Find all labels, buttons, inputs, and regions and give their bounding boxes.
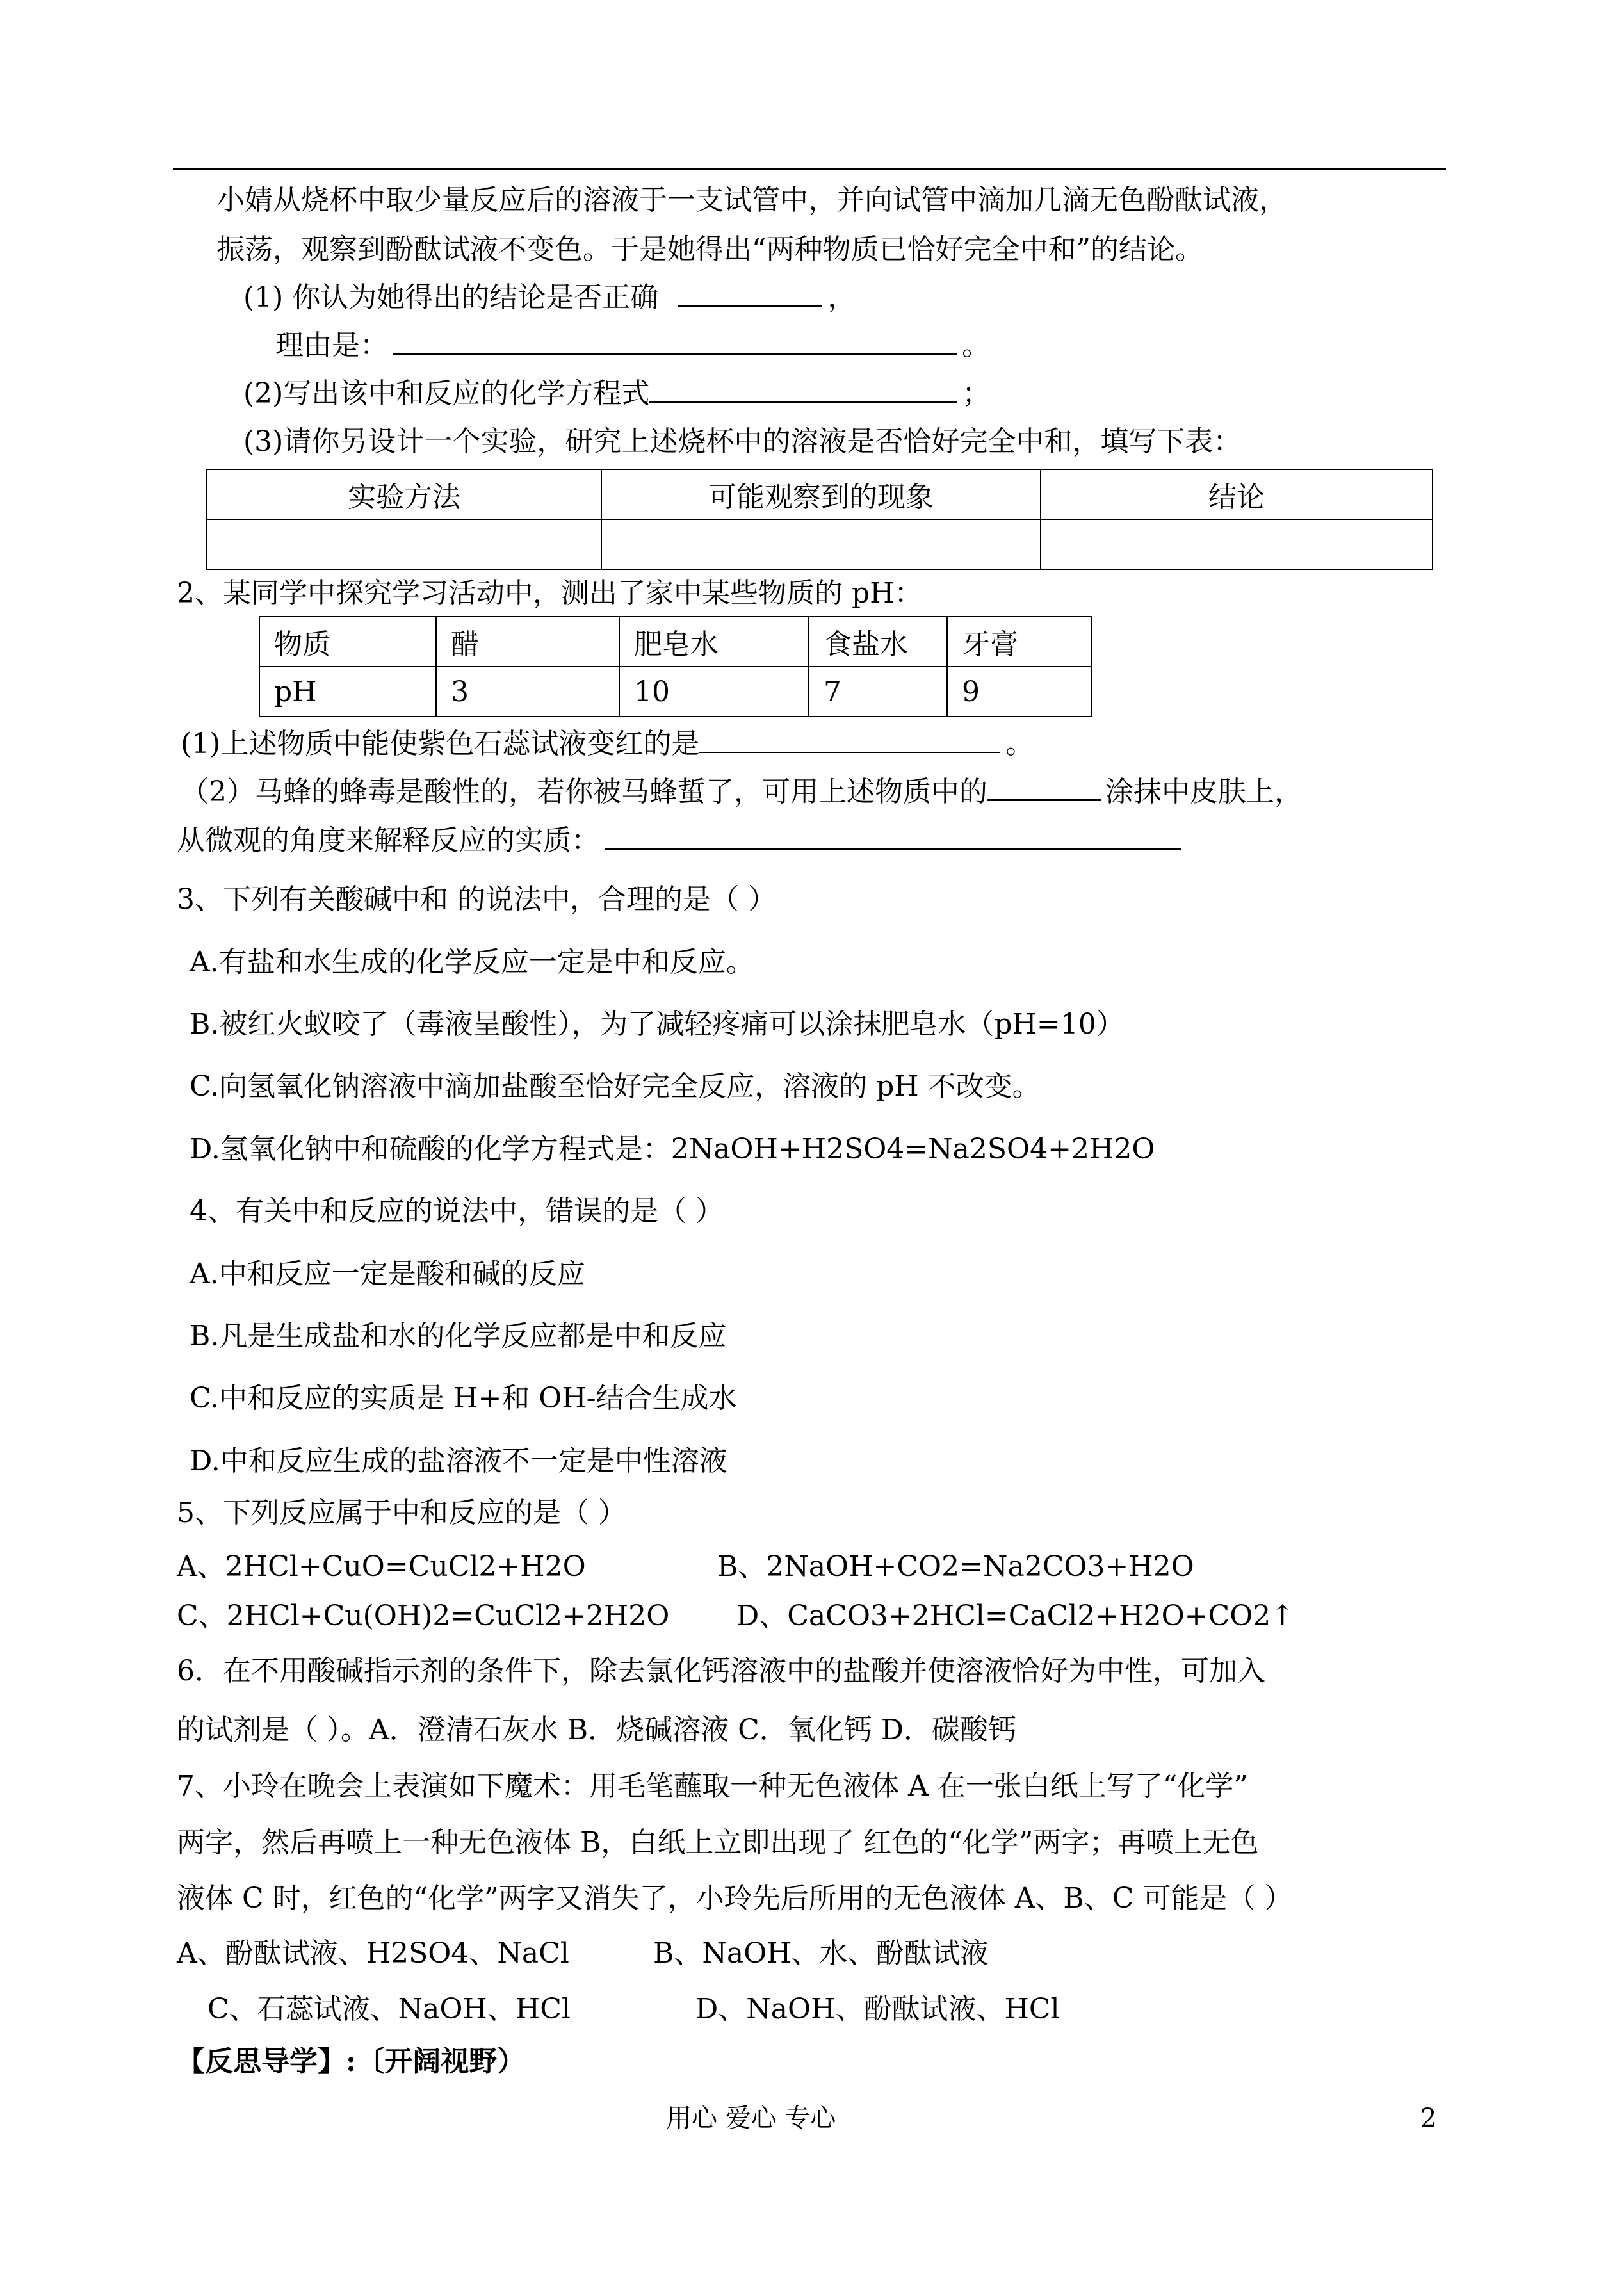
q5-option-a: A、2HCl+CuO=CuCl2+H2O	[177, 1550, 586, 1583]
experiment-table-header	[207, 469, 1433, 519]
p1-line1: 小婧从烧杯中取少量反应后的溶液于一支试管中，并向试管中滴加几滴无色酚酞试液，	[216, 184, 1287, 216]
ph-table-row-ph	[259, 667, 1092, 717]
q7-line2: 两字，然后再喷上一种无色液体 B，白纸上立即出现了 红色的“化学”两字；再喷上无色	[177, 1826, 1259, 1859]
p1-q1-end: ，	[827, 281, 856, 314]
q5-title: 5、下列反应属于中和反应的是（ ）	[177, 1496, 626, 1529]
answer-blank-red[interactable]	[699, 726, 1000, 753]
ph-cell: 7	[809, 667, 947, 717]
ph-table	[259, 616, 1092, 717]
q7-option-c: C、石蕊试液、NaOH、HCl	[207, 1993, 571, 2025]
ph-cell: 3	[436, 667, 619, 717]
p1-q2	[243, 375, 990, 413]
ph-cell: 醋	[436, 617, 619, 667]
cell-method[interactable]	[207, 519, 601, 569]
ph-cell: 食盐水	[809, 617, 947, 667]
q7-line3: 液体 C 时，红色的“化学”两字又消失了，小玲先后所用的无色液体 A、B、C 可能是（ ）	[177, 1882, 1293, 1915]
header-phenomenon: 可能观察到的现象	[601, 469, 1041, 519]
ph-cell: 肥皂水	[619, 617, 809, 667]
q6-line1: 6．在不用酸碱指示剂的条件下，除去氯化钙溶液中的盐酸并使溶液恰好为中性，可加入	[177, 1655, 1265, 1687]
q3-option-c: C.向氢氧化钠溶液中滴加盐酸至恰好完全反应，溶液的 pH 不改变。	[190, 1070, 1041, 1103]
answer-blank-correct[interactable]	[678, 280, 822, 307]
answer-blank-equation[interactable]	[649, 376, 957, 403]
q4-option-c: C.中和反应的实质是 H+和 OH-结合生成水	[190, 1382, 737, 1415]
p1-q2-end: ；	[962, 377, 991, 410]
q4-option-d: D.中和反应生成的盐溶液不一定是中性溶液	[190, 1445, 727, 1477]
experiment-table	[206, 469, 1433, 570]
q2-sub2-text: （2）马蜂的蜂毒是酸性的，若你被马蜂蜇了，可用上述物质中的	[181, 775, 987, 808]
p1-q1-text: (1) 你认为她得出的结论是否正确	[243, 281, 659, 314]
p1-line2: 振荡，观察到酚酞试液不变色。于是她得出“两种物质已恰好完全中和”的结论。	[216, 233, 1203, 266]
p1-q2-text: (2)写出该中和反应的化学方程式	[243, 377, 650, 410]
footer-motto: 用心 爱心 专心	[666, 2104, 836, 2133]
ph-cell: 9	[947, 667, 1092, 717]
header-rule	[173, 168, 1446, 170]
ph-cell: 牙膏	[947, 617, 1092, 667]
q2-sub3-text: 从微观的角度来解释反应的实质：	[177, 824, 599, 857]
ph-cell: pH	[259, 667, 436, 717]
ph-cell: 10	[619, 667, 809, 717]
q2-sub1-text: (1)上述物质中能使紫色石蕊试液变红的是	[181, 727, 700, 760]
p1-q3: (3)请你另设计一个实验，研究上述烧杯中的溶液是否恰好完全中和，填写下表：	[243, 425, 1242, 458]
ph-table-row-substance	[259, 617, 1092, 667]
q5-option-d: D、CaCO3+2HCl=CaCl2+H2O+CO2↑	[736, 1600, 1295, 1632]
header-conclusion: 结论	[1041, 469, 1433, 519]
q3-option-a: A.有盐和水生成的化学反应一定是中和反应。	[190, 946, 754, 978]
q5-option-b: B、2NaOH+CO2=Na2CO3+H2O	[717, 1550, 1194, 1583]
header-method: 实验方法	[207, 469, 601, 519]
q2-sub1	[181, 725, 1034, 763]
p1-q1	[243, 279, 856, 317]
answer-blank-substance[interactable]	[987, 774, 1101, 801]
answer-blank-reason[interactable]	[393, 327, 957, 355]
q3-title: 3、下列有关酸碱中和 的说法中，合理的是（ ）	[177, 883, 776, 916]
p1-reason-end: 。	[962, 329, 990, 362]
page-number: 2	[1420, 2104, 1437, 2133]
q2-sub3	[177, 822, 1186, 860]
q3-option-b: B.被红火蚁咬了（毒液呈酸性），为了减轻疼痛可以涂抹肥皂水（pH=10）	[190, 1008, 1125, 1041]
q2-sub2	[181, 773, 1303, 811]
q3-option-d: D.氢氧化钠中和硫酸的化学方程式是：2NaOH+H2SO4=Na2SO4+2H2O	[190, 1133, 1155, 1165]
cell-phenomenon[interactable]	[601, 519, 1041, 569]
reflect-heading: 【反思导学】:〔开阔视野）	[177, 2045, 526, 2078]
ph-cell: 物质	[259, 617, 436, 667]
q2-sub2-tail: 涂抹中皮肤上，	[1105, 775, 1303, 808]
q4-option-a: A.中和反应一定是酸和碱的反应	[190, 1258, 585, 1290]
p1-reason-label: 理由是：	[275, 329, 388, 362]
p1-reason	[275, 327, 990, 365]
q6-line2: 的试剂是（ ）。A．澄清石灰水 B．烧碱溶液 C．氧化钙 D．碳酸钙	[177, 1714, 1016, 1746]
cell-conclusion[interactable]	[1041, 519, 1433, 569]
q4-option-b: B.凡是生成盐和水的化学反应都是中和反应	[190, 1320, 727, 1352]
q5-option-c: C、2HCl+Cu(OH)2=CuCl2+2H2O	[177, 1600, 670, 1632]
q2-sub1-end: 。	[1005, 727, 1034, 760]
q2-title: 2、某同学中探究学习活动中，测出了家中某些物质的 pH：	[177, 577, 923, 610]
experiment-table-row	[207, 519, 1433, 569]
q7-line1: 7、小玲在晚会上表演如下魔术：用毛笔蘸取一种无色液体 A 在一张白纸上写了“化学”	[177, 1770, 1248, 1803]
q7-option-a: A、酚酞试液、H2SO4、NaCl	[177, 1937, 569, 1970]
q4-title: 4、有关中和反应的说法中，错误的是（ ）	[190, 1195, 724, 1228]
q7-option-d: D、NaOH、酚酞试液、HCl	[695, 1993, 1060, 2025]
answer-blank-micro[interactable]	[605, 823, 1181, 850]
q7-option-b: B、NaOH、水、酚酞试液	[653, 1937, 989, 1970]
